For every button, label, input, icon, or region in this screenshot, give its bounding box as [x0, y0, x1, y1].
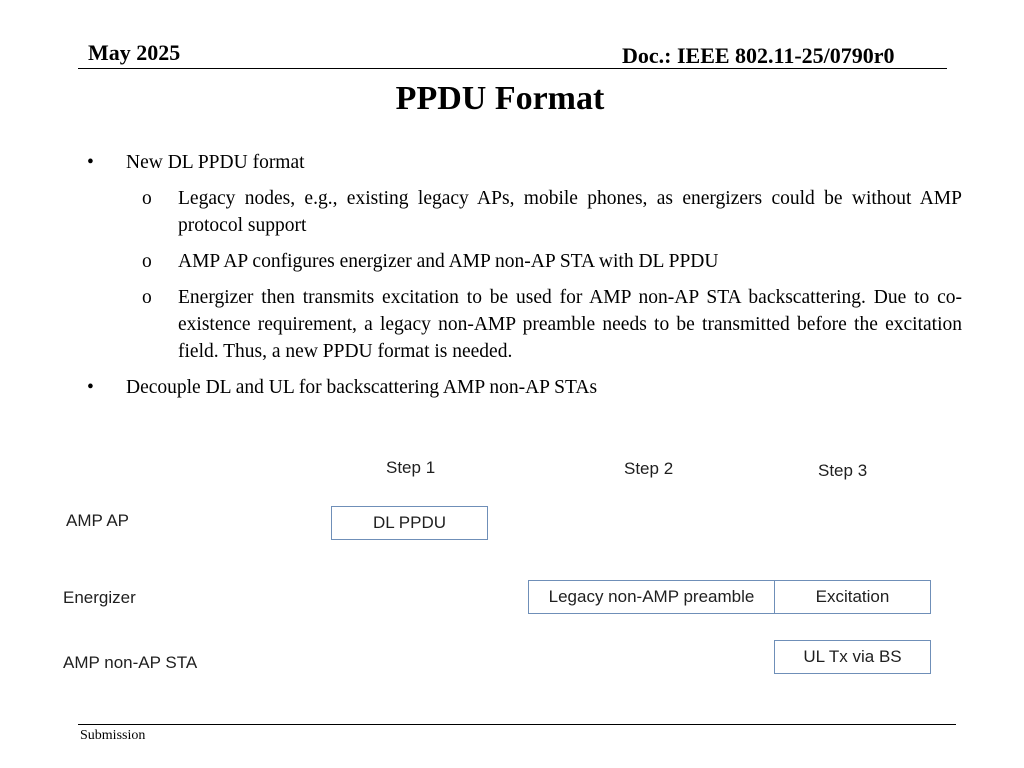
step-2-label: Step 2	[624, 459, 674, 478]
sub-bullet-text: AMP AP configures energizer and AMP non-AP STA with DL PPDU	[178, 251, 719, 272]
bullet-list	[80, 149, 962, 410]
step-1-label: Step 1	[386, 458, 436, 477]
sub-bullet-marker: o	[142, 287, 152, 308]
sub-bullet-item	[80, 284, 962, 365]
bullet-item	[80, 149, 962, 176]
bullet-marker: •	[87, 152, 94, 173]
footer-label: Submission	[80, 728, 146, 743]
header-doc-id: Doc.: IEEE 802.11-25/0790r0	[622, 43, 895, 68]
bullet-marker: •	[87, 377, 94, 398]
header-date: May 2025	[88, 40, 181, 65]
sub-bullet-marker: o	[142, 188, 152, 209]
row-label-amp-ap: AMP AP	[66, 511, 129, 530]
sub-bullet-text: Energizer then transmits excitation to be used for AMP non-AP STA backscattering. Due to co-existence requirement, a legacy non-AMP preamble needs to be transmitted before the excitation field. Thus, a new PPDU format is needed.	[178, 287, 962, 362]
ul-tx-box: UL Tx via BS	[774, 640, 931, 674]
legacy-preamble-box: Legacy non-AMP preamble	[528, 580, 775, 614]
sub-bullet-marker: o	[142, 251, 152, 272]
bullet-item	[80, 374, 962, 401]
footer-divider	[78, 724, 956, 725]
row-label-amp-non-ap-sta: AMP non-AP STA	[63, 653, 198, 672]
header-divider	[78, 68, 947, 69]
dl-ppdu-box: DL PPDU	[331, 506, 488, 540]
slide-title: PPDU Format	[395, 80, 605, 117]
sub-bullet-item	[80, 248, 962, 275]
row-label-energizer: Energizer	[63, 588, 136, 607]
sub-bullet-item	[80, 185, 962, 239]
bullet-text: New DL PPDU format	[126, 152, 305, 173]
step-3-label: Step 3	[818, 461, 868, 480]
bullet-text: Decouple DL and UL for backscattering AMP non-AP STAs	[126, 377, 598, 398]
excitation-box: Excitation	[774, 580, 931, 614]
sub-bullet-text: Legacy nodes, e.g., existing legacy APs, mobile phones, as energizers could be without AMP protocol support	[178, 188, 962, 236]
